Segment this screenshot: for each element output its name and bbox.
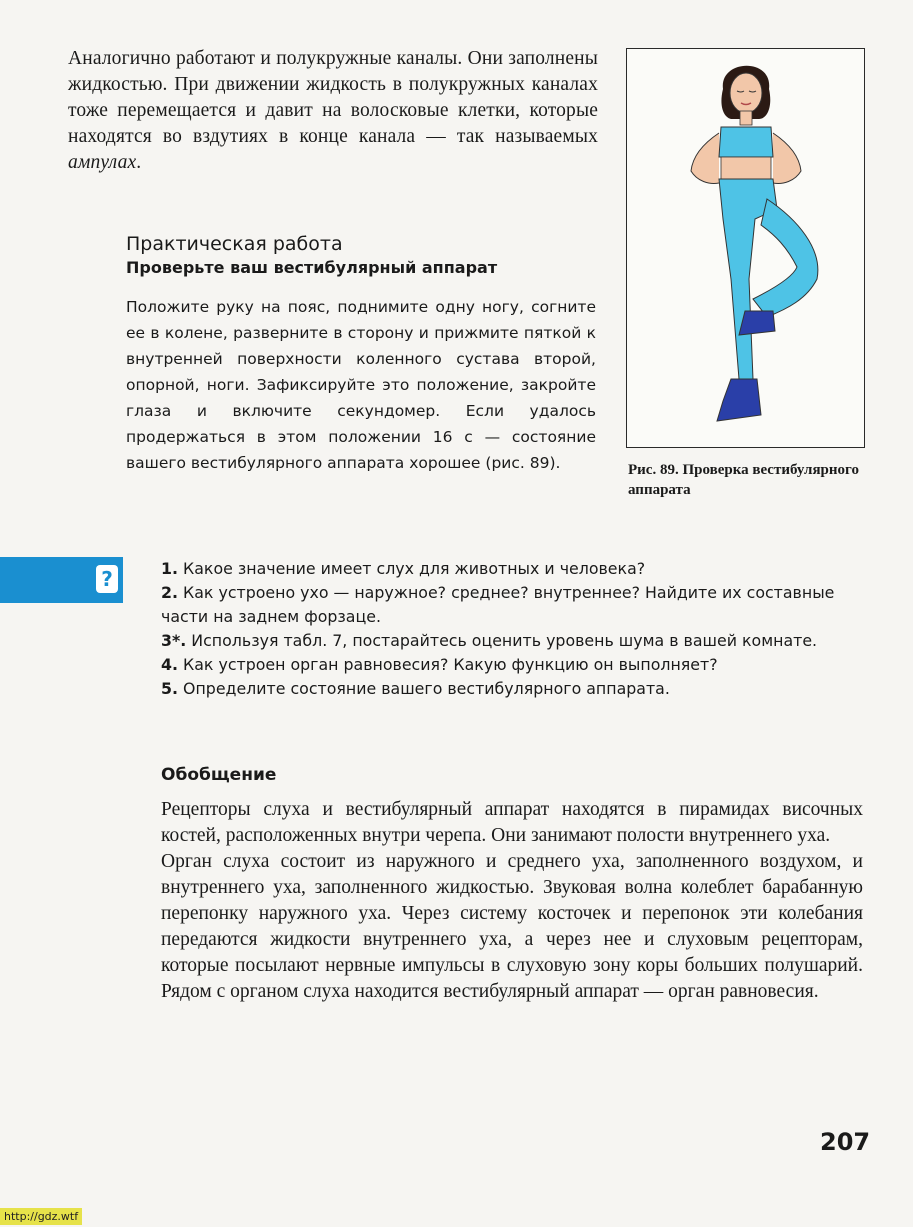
summary-text <box>161 797 863 1005</box>
page-number: 207 <box>820 1128 871 1156</box>
intro-end: . <box>136 152 142 173</box>
question-item <box>161 557 866 581</box>
practical-title: Практическая работа <box>126 233 343 255</box>
question-item <box>161 629 866 653</box>
question-text: Определите состояние вашего вестибулярного аппарата. <box>183 679 670 698</box>
questions-list <box>161 557 866 701</box>
intro-term: ампулах <box>68 152 137 173</box>
summary-paragraph: Орган слуха состоит из наружного и среднего уха, заполненного воздухом, и внутреннего уха, заполненного жидкостью. Звуковая волна колеблет барабанную перепонку наружного уха. Через систему косточек и перепонок эти колебания передаются жидкости внутреннего уха, а через нее и слуховым рецепторам, которые посылают нервные импульсы в слуховую зону коры больших полушарий. Рядом с органом слуха находится вестибулярный аппарат — орган равновесия. <box>161 851 863 1002</box>
question-item <box>161 653 866 677</box>
question-item <box>161 581 866 629</box>
question-number: 1. <box>161 559 178 578</box>
question-item <box>161 677 866 701</box>
question-number: 3*. <box>161 631 187 650</box>
intro-paragraph <box>68 46 598 176</box>
practical-subtitle: Проверьте ваш вестибулярный аппарат <box>126 258 498 277</box>
summary-heading: Обобщение <box>161 765 277 785</box>
watermark-link[interactable]: http://gdz.wtf <box>0 1208 82 1225</box>
question-text: Как устроено ухо — наружное? среднее? внутреннее? Найдите их составные части на заднем форзаце. <box>161 583 835 626</box>
question-mark-icon: ? <box>96 565 118 593</box>
question-number: 2. <box>161 583 178 602</box>
balance-pose-illustration <box>627 49 864 447</box>
practical-work <box>126 232 596 476</box>
question-text: Какое значение имеет слух для животных и человека? <box>183 559 646 578</box>
practical-body: Положите руку на пояс, поднимите одну ногу, согните ее в колене, разверните в сторону и прижмите пяткой к внутренней поверхности коленного сустава второй, опорной, ноги. Зафиксируйте это положение, закройте глаза и включите секундомер. Если удалось продержаться в этом положении 16 с — состояние вашего вестибулярного аппарата хорошее (рис. 89). <box>126 298 596 472</box>
question-text: Как устроен орган равновесия? Какую функцию он выполняет? <box>183 655 718 674</box>
summary-paragraph: Рецепторы слуха и вестибулярный аппарат находятся в пирамидах височных костей, расположенных внутри черепа. Они занимают полости внутреннего уха. <box>161 799 863 846</box>
figure-caption: Рис. 89. Проверка вестибулярного аппарата <box>628 462 859 498</box>
question-text: Используя табл. 7, постарайтесь оценить уровень шума в вашей комнате. <box>191 631 818 650</box>
intro-text: Аналогично работают и полукружные каналы. Они заполнены жидкостью. При движении жидкость в полукружных каналах тоже перемещается и давит на волосковые клетки, которые находятся во вздутиях в конце канала — так называемых <box>68 48 598 147</box>
question-number: 5. <box>161 679 178 698</box>
question-number: 4. <box>161 655 178 674</box>
figure-89 <box>626 48 865 448</box>
